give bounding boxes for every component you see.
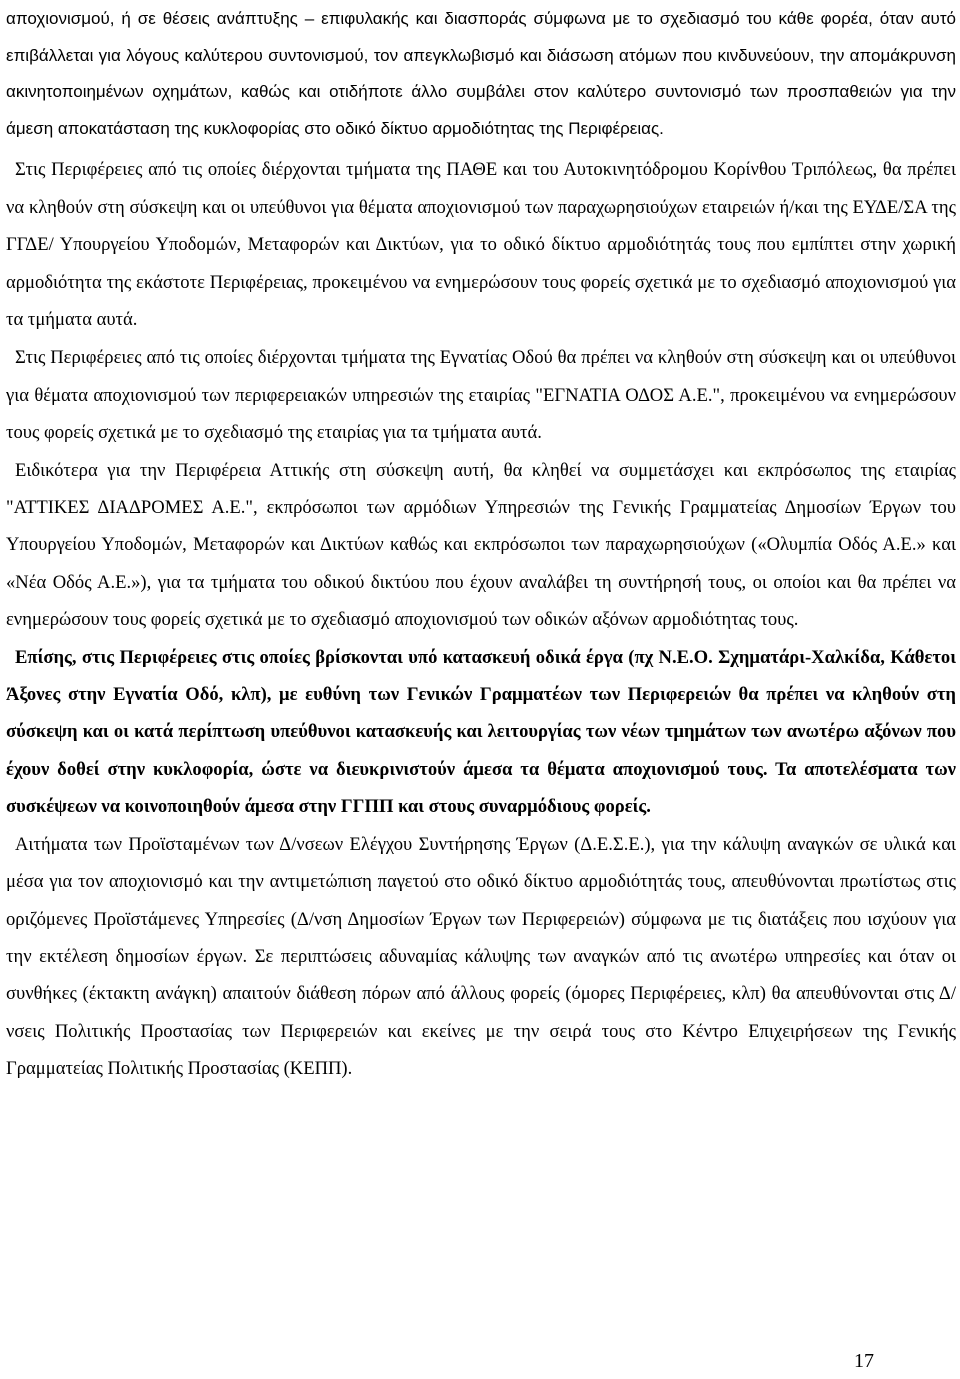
paragraph-under-construction-bold: Επίσης, στις Περιφέρειες στις οποίες βρίσκονται υπό κατασκευή οδικά έργα (πχ Ν.Ε.Ο. Σχηματάρι-Χαλκίδα, Κάθετοι Άξονες στην Εγνατία Οδό, κλπ), με ευθύνη των Γενικών Γραμματέων των Περιφερειών θα πρέπει να κληθούν στη σύσκεψη και οι κατά περίπτωση υπεύθυνοι κατασκευής και λειτουργίας των νέων τμημάτων των ανωτέρω αξόνων που έχουν δοθεί στην κυκλοφορία, ώστε να διευκρινιστούν άμεσα τα θέματα αποχιονισμού τους. Τα αποτελέσματα των συσκέψεων να κοινοποιηθούν άμεσα στην ΓΓΠΠ και στους συναρμόδιους φορείς. [6, 646, 956, 818]
paragraph-continuation: αποχιονισμού, ή σε θέσεις ανάπτυξης – επιφυλακής και διασποράς σύμφωνα με το σχεδιασμό του κάθε φορέα, όταν αυτό επιβάλλεται για λόγους καλύτερου συντονισμού, τον απεγκλωβισμό και διάσωση ατόμων που κινδυνεύουν, την απομάκρυνση ακινητοποιημένων οχημάτων, καθώς και οτιδήποτε άλλο συμβάλει στον καλύτερο συντονισμό των προσπαθειών για την άμεση αποκατάσταση της κυκλοφορίας στο οδικό δίκτυο αρμοδιότητας της Περιφέρειας. [6, 9, 956, 138]
page-number: 17 [854, 1350, 874, 1372]
paragraph-pathe-motorway: Στις Περιφέρειες από τις οποίες διέρχονται τμήματα της ΠΑΘΕ και του Αυτοκινητόδρομου Κορίνθου Τριπόλεως, θα πρέπει να κληθούν στη σύσκεψη και οι υπεύθυνοι για θέματα αποχιονισμού των παραχωρησιούχων εταιρειών ή/και της ΕΥΔΕ/ΣΑ της ΓΓΔΕ/ Υπουργείου Υποδομών, Μεταφορών και Δικτύων, για το οδικό δίκτυο αρμοδιότητάς τους που εμπίπτει στην χωρική αρμοδιότητα της εκάστοτε Περιφέρειας, προκειμένου να ενημερώσουν τους φορείς σχετικά με το σχεδιασμό αποχιονισμού για τα τμήματα αυτά. [6, 159, 956, 330]
paragraph-egnatia: Στις Περιφέρειες από τις οποίες διέρχονται τμήματα της Εγνατίας Οδού θα πρέπει να κληθούν στη σύσκεψη και οι υπεύθυνοι για θέματα αποχιονισμού των περιφερειακών υπηρεσιών της εταιρίας "ΕΓΝΑΤΙΑ ΟΔΟΣ Α.Ε.", προκειμένου να ενημερώσουν τους φορείς σχετικά με το σχεδιασμό της εταιρίας για τα τμήματα αυτά. [6, 347, 956, 444]
paragraph-dese-requests: Αιτήματα των Προϊσταμένων των Δ/νσεων Ελέγχου Συντήρησης Έργων (Δ.Ε.Σ.Ε.), για την κάλυψη αναγκών σε υλικά και μέσα για τον αποχιονισμό και την αντιμετώπιση παγετού στο οδικό δίκτυο αρμοδιότητάς τους, απευθύνονται πρωτίστως στις οριζόμενες Προϊστάμενες Υπηρεσίες (Δ/νση Δημοσίων Έργων των Περιφερειών) σύμφωνα με τις διατάξεις που ισχύουν για την εκτέλεση δημοσίων έργων. Σε περιπτώσεις αδυναμίας κάλυψης των αναγκών από τις ανωτέρω υπηρεσίες και όταν οι συνθήκες (έκτακτη ανάγκη) απαιτούν διάθεση πόρων από άλλους φορείς (όμορες Περιφέρειες, κλπ) θα απευθύνονται στις Δ/νσεις Πολιτικής Προστασίας των Περιφερειών και εκείνες με την σειρά τους στο Κέντρο Επιχειρήσεων της Γενικής Γραμματείας Πολιτικής Προστασίας (ΚΕΠΠ). [6, 833, 956, 1080]
paragraph-attica: Ειδικότερα για την Περιφέρεια Αττικής στη σύσκεψη αυτή, θα κληθεί να συμμετάσχει και εκπρόσωπος της εταιρίας "ΑΤΤΙΚΕΣ ΔΙΑΔΡΟΜΕΣ Α.Ε.", εκπρόσωποι των αρμόδιων Υπηρεσιών της Γενικής Γραμματείας Δημοσίων Έργων του Υπουργείου Υποδομών, Μεταφορών και Δικτύων καθώς και εκπρόσωποι των παραχωρησιούχων («Ολυμπία Οδός Α.Ε.» και «Νέα Οδός Α.Ε.»), για τα τμήματα του οδικού δικτύου που έχουν αναλάβει τη συντήρησή τους, οι οποίοι και θα πρέπει να ενημερώσουν τους φορείς σχετικά με το σχεδιασμό αποχιονισμού των οδικών αξόνων αρμοδιότητας τους. [6, 459, 956, 631]
document-page [6, 0, 956, 1088]
